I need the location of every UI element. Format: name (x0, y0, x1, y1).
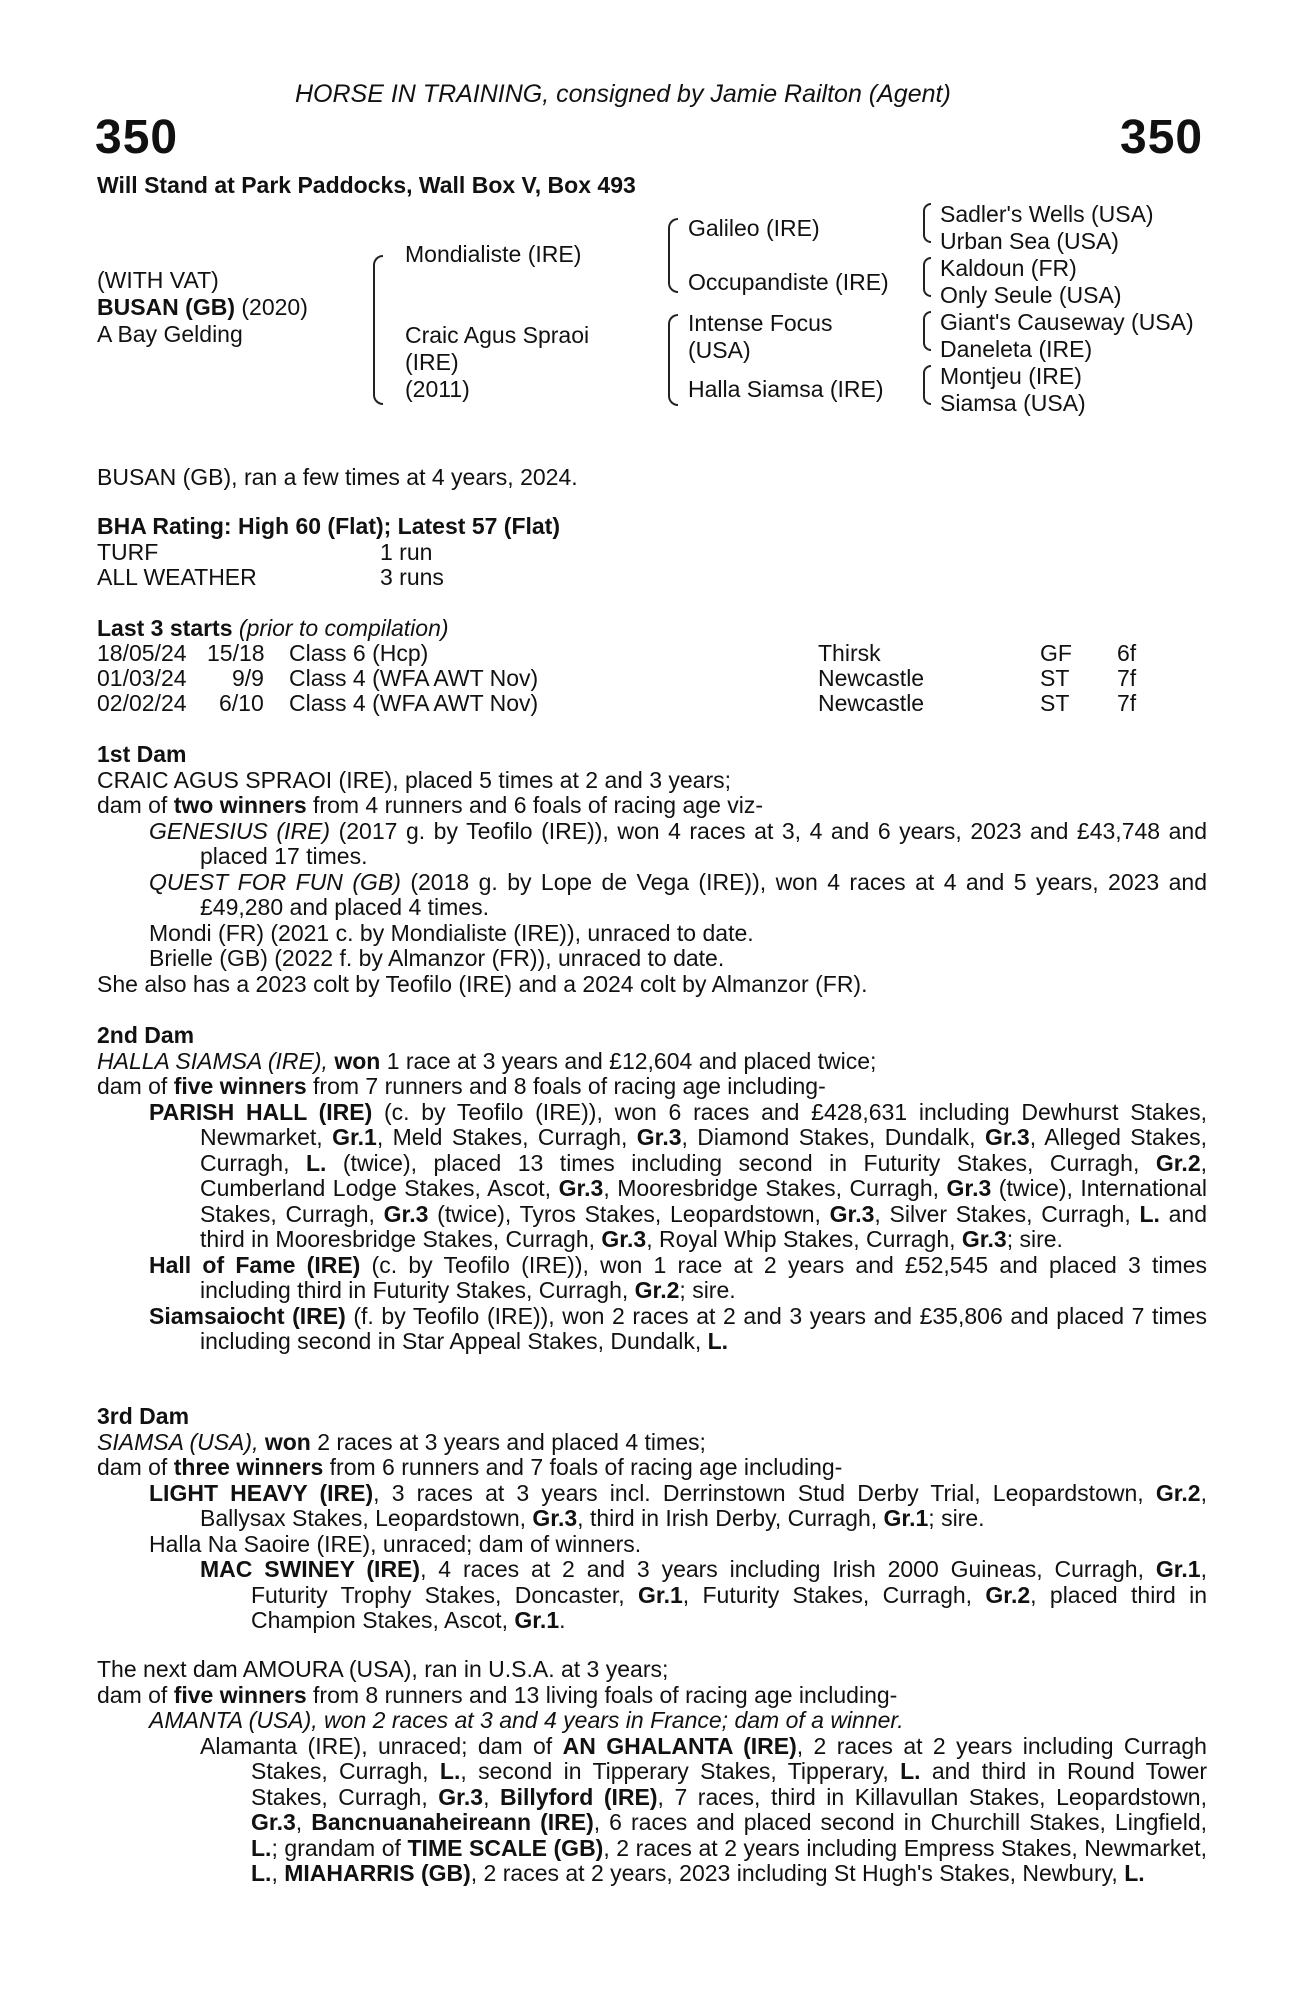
next-dam-produce-line: dam of five winners from 8 runners and 13 living foals of racing age including- (97, 1681, 898, 1708)
horse-name: BUSAN (GB) (97, 294, 235, 320)
horse-year: (2020) (235, 294, 308, 320)
horse-name-line (97, 295, 308, 320)
start-course: Thirsk (818, 640, 881, 666)
start-race: Class 4 (WFA AWT Nov) (289, 690, 539, 716)
race-summary: BUSAN (GB), ran a few times at 4 years, 2024. (97, 464, 578, 490)
third-dam-line: SIAMSA (USA), won 2 races at 3 years and placed 4 times; (97, 1428, 706, 1455)
sdd: Only Seule (USA) (940, 282, 1122, 308)
next-dam-section (97, 1657, 1207, 1887)
dss: Giant's Causeway (USA) (940, 309, 1194, 335)
start-pos: 15/18 (207, 640, 265, 666)
start-pos: 6/10 (219, 690, 264, 716)
first-dam-produce-line: dam of two winners from 4 runners and 6 foals of racing age viz- (97, 792, 764, 818)
brace-dam (668, 314, 678, 406)
start-date: 18/05/24 (97, 640, 187, 666)
last-starts-title: Last 3 starts (97, 615, 233, 641)
dam-line-1: Craic Agus Spraoi (405, 322, 590, 348)
start-course: Newcastle (818, 690, 925, 716)
first-dam-line: CRAIC AGUS SPRAOI (IRE), placed 5 times at 2 and 3 years; (97, 766, 732, 793)
second-dam-section (97, 1023, 1207, 1355)
produce-quest-for-fun: QUEST FOR FUN (GB) (2018 g. by Lope de Vega (IRE)), won 4 races at 4 and 5 years, 2023 and £49,280 and placed 4 times. (149, 868, 1207, 920)
produce-mondi: Mondi (FR) (2021 c. by Mondialiste (IRE)), unraced to date. (149, 919, 754, 946)
produce-amanta: AMANTA (USA), won 2 races at 3 and 4 years in France; dam of a winner. (149, 1707, 904, 1733)
ddd: Siamsa (USA) (940, 390, 1086, 416)
sire: Mondialiste (IRE) (405, 241, 582, 267)
rating-runs-1: 3 runs (380, 564, 444, 590)
produce-parish-hall: PARISH HALL (IRE) (c. by Teofilo (IRE)), won 6 races and £428,631 including Dewhurst Stakes, Newmarket, Gr.1, Meld Stakes, Curragh, Gr.3, Diamond Stakes, Dundalk, Gr.3, Alleged Stakes, Curragh, L. (twice), placed 13 times including second in Futurity Stakes, Curragh, Gr.2, Cumberland Lodge Stakes, Ascot, Gr.3, Mooresbridge Stakes, Curragh, Gr.3 (twice), International Stakes, Curragh, Gr.3 (twice), Tyros Stakes, Leopardstown, Gr.3, Silver Stakes, Curragh, L. and third in Mooresbridge Stakes, Curragh, Gr.3, Royal Whip Stakes, Curragh, Gr.3; sire. (149, 1098, 1208, 1252)
produce-siamsaiocht: Siamsaiocht (IRE) (f. by Teofilo (IRE)), won 2 races at 2 and 3 years and £35,806 and placed 7 times including second in Star Appeal Stakes, Dundalk, L. (149, 1302, 1208, 1354)
produce-alamanta: Alamanta (IRE), unraced; dam of AN GHALANTA (IRE), 2 races at 2 years including Curragh Stakes, Curragh, L., second in Tipperary Stakes, Tipperary, L. and third in Round Tower Stakes, Curragh, Gr.3, Billyford (IRE), 7 races, third in Killavullan Stakes, Leopardstown, Gr.3, Bancnuanaheireann (IRE), 6 races and placed second in Churchill Stakes, Lingfield, L.; grandam of TIME SCALE (GB), 2 races at 2 years including Empress Stakes, Newmarket, L., MIAHARRIS (GB), 2 races at 2 years, 2023 including St Hugh's Stakes, Newbury, L. (200, 1732, 1208, 1886)
brace-sire (668, 218, 678, 293)
third-dam-title: 3rd Dam (97, 1403, 190, 1429)
lot-number-left: 350 (95, 111, 179, 164)
produce-hall-of-fame: Hall of Fame (IRE) (c. by Teofilo (IRE)), won 1 race at 2 years and £52,545 and placed 3 times including third in Futurity Stakes, Curragh, Gr.2; sire. (149, 1251, 1207, 1303)
brace-gen1 (373, 255, 383, 405)
dsd: Daneleta (IRE) (940, 336, 1093, 362)
second-dam-line: HALLA SIAMSA (IRE), won 1 race at 3 years and £12,604 and placed twice; (97, 1047, 877, 1074)
brace-dd (923, 365, 931, 405)
second-dam-produce-line: dam of five winners from 7 runners and 8 foals of racing age including- (97, 1073, 826, 1099)
lot-number-right: 350 (1120, 111, 1204, 164)
rating-surface-0: TURF (97, 539, 159, 565)
sire-dam: Occupandiste (IRE) (688, 269, 889, 295)
start-date: 01/03/24 (97, 665, 187, 691)
dam-sire-line-1: Intense Focus (688, 310, 833, 336)
produce-halla-na-saoire: Halla Na Saoire (IRE), unraced; dam of winners. (149, 1530, 642, 1557)
start-dist: 7f (1117, 690, 1137, 716)
sds: Kaldoun (FR) (940, 255, 1077, 281)
start-going: ST (1040, 690, 1070, 716)
dam-dam: Halla Siamsa (IRE) (688, 376, 884, 402)
last-starts-note: (prior to compilation) (232, 615, 449, 641)
produce-light-heavy: LIGHT HEAVY (IRE), 3 races at 3 years incl. Derrinstown Stud Derby Trial, Leopardstown, Gr.2, Ballysax Stakes, Leopardstown, Gr.3, third in Irish Derby, Curragh, Gr.1; sire. (149, 1479, 1207, 1531)
third-dam-produce-line: dam of three winners from 6 runners and 7 foals of racing age including- (97, 1454, 843, 1480)
horse-description: A Bay Gelding (97, 321, 243, 347)
produce-genesius: GENESIUS (IRE) (2017 g. by Teofilo (IRE)), won 4 races at 3, 4 and 6 years, 2023 and £43,748 and placed 17 times. (149, 817, 1207, 869)
start-going: GF (1040, 640, 1072, 666)
start-race: Class 6 (Hcp) (289, 640, 429, 666)
stand-location: Will Stand at Park Paddocks, Wall Box V, Box 493 (97, 172, 636, 198)
rating-runs-0: 1 run (380, 539, 433, 565)
produce-mac-swiney: MAC SWINEY (IRE), 4 races at 2 and 3 years including Irish 2000 Guineas, Curragh, Gr.1, Futurity Trophy Stakes, Doncaster, Gr.1, Futurity Stakes, Curragh, Gr.2, placed third in Champion Stakes, Ascot, Gr.1. (200, 1556, 1207, 1633)
first-dam-also: She also has a 2023 colt by Teofilo (IRE) and a 2024 colt by Almanzor (FR). (97, 970, 868, 997)
start-going: ST (1040, 665, 1070, 691)
start-race: Class 4 (WFA AWT Nov) (289, 665, 539, 691)
brace-ds (923, 311, 931, 351)
last-starts-heading (97, 616, 449, 641)
brace-sd (923, 257, 931, 297)
ssd: Urban Sea (USA) (940, 228, 1119, 254)
sire-sire: Galileo (IRE) (688, 215, 820, 241)
dam-sire-line-2: (USA) (688, 337, 751, 363)
dam-line-3: (2011) (405, 376, 470, 402)
bha-rating: BHA Rating: High 60 (Flat); Latest 57 (Flat) (97, 513, 560, 539)
second-dam-title: 2nd Dam (97, 1022, 195, 1048)
start-dist: 7f (1117, 665, 1137, 691)
consignment-header: HORSE IN TRAINING, consigned by Jamie Railton (Agent) (295, 80, 951, 108)
rating-surface-1: ALL WEATHER (97, 564, 257, 590)
vat-note: (WITH VAT) (97, 267, 219, 293)
start-dist: 6f (1117, 640, 1137, 666)
dds: Montjeu (IRE) (940, 363, 1082, 389)
start-pos: 9/9 (232, 665, 264, 691)
dam-line-2: (IRE) (405, 349, 459, 375)
first-dam-title: 1st Dam (97, 741, 187, 767)
first-dam-section (97, 742, 1207, 997)
produce-brielle: Brielle (GB) (2022 f. by Almanzor (FR)), unraced to date. (149, 945, 725, 971)
start-course: Newcastle (818, 665, 925, 691)
next-dam-line: The next dam AMOURA (USA), ran in U.S.A. at 3 years; (97, 1656, 669, 1682)
third-dam-section (97, 1404, 1207, 1634)
brace-ss (923, 203, 931, 243)
sss: Sadler's Wells (USA) (940, 201, 1154, 227)
start-date: 02/02/24 (97, 690, 187, 716)
